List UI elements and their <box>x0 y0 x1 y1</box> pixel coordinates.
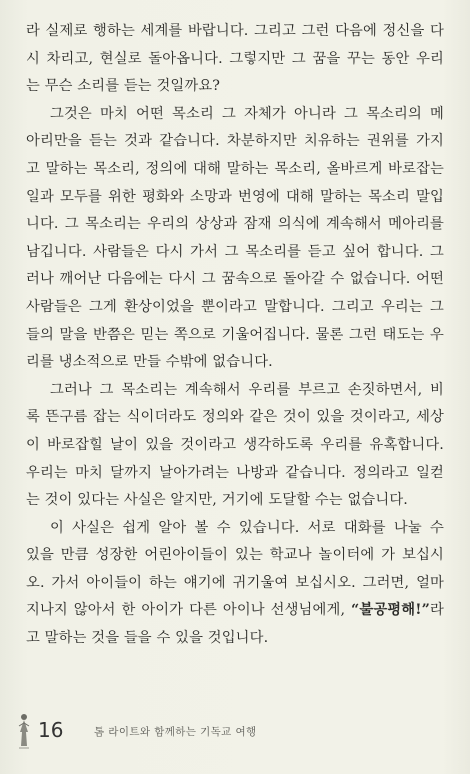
text-line: 시 차리고, 현실로 돌아옵니다. 그렇지만 그 꿈을 꾸는 동안 우리 <box>26 50 444 67</box>
text-line: 이 사실은 쉽게 알아 볼 수 있습니다. 서로 대화를 나눌 수 <box>50 519 444 536</box>
body-text <box>26 18 444 653</box>
text-line: 있을 만큼 성장한 어린아이들이 있는 학교나 놀이터에 가 보십시 <box>26 547 444 564</box>
text-line: 는 것이 있다는 사실은 알지만, 거기에 도달할 수는 없습니다. <box>26 492 409 509</box>
text-line: 남깁니다. 사람들은 다시 가서 그 목소리를 듣고 싶어 합니다. 그 <box>26 243 444 260</box>
paragraph-1 <box>26 18 444 101</box>
paragraph-4 <box>26 515 444 653</box>
text-line: 우리는 마치 달까지 날아가려는 나방과 같습니다. 정의라고 일컫 <box>26 464 444 481</box>
text-line: 그것은 마치 어떤 목소리 그 자체가 아니라 그 목소리의 메 <box>50 105 444 122</box>
page-footer <box>16 712 436 752</box>
text-line: 아리만을 듣는 것과 같습니다. 차분하지만 치유하는 권위를 가지 <box>26 133 444 150</box>
text-line: 일과 모두를 위한 평화와 소망과 번영에 대해 말하는 목소리 말입 <box>26 188 444 205</box>
text-line-with-quote <box>26 597 444 625</box>
text-line: 고 말하는 것을 들을 수 있을 것입니다. <box>26 630 269 647</box>
paragraph-2 <box>26 101 444 377</box>
text-line: 들의 말을 반쯤은 믿는 쪽으로 기울어집니다. 물론 그런 태도는 우 <box>26 326 444 343</box>
text-line: 는 무슨 소리를 듣는 것일까요? <box>26 78 221 95</box>
text-line: 고 말하는 목소리, 정의에 대해 말하는 목소리, 올바르게 바로잡는 <box>26 160 444 177</box>
text-line: 그러나 그 목소리는 계속해서 우리를 부르고 손짓하면서, 비 <box>50 381 444 398</box>
text-line: 러나 깨어난 다음에는 다시 그 꿈속으로 돌아갈 수 없습니다. 어떤 <box>26 271 444 288</box>
page-number: 16 <box>38 718 64 742</box>
text-line: 이 바로잡힐 날이 있을 것이라고 생각하도록 우리를 유혹합니다. <box>26 436 444 453</box>
text-line: 록 뜬구름 잡는 식이더라도 정의와 같은 것이 있을 것이라고, 세상 <box>26 409 444 426</box>
text-line: 리를 냉소적으로 만들 수밖에 없습니다. <box>26 354 273 371</box>
running-title: 톰 라이트와 함께하는 기독교 여행 <box>94 726 257 738</box>
text-segment: 지나지 않아서 한 아이가 다른 아이나 선생님에게, <box>26 602 352 619</box>
text-line: 니다. 그 목소리는 우리의 상상과 잠재 의식에 계속해서 메아리를 <box>26 216 444 233</box>
paragraph-3 <box>26 377 444 515</box>
text-line: 오. 가서 아이들이 하는 얘기에 귀기울여 보십시오. 그러면, 얼마 <box>26 574 444 591</box>
text-line: 라 실제로 행하는 세계를 바랍니다. 그리고 그런 다음에 정신을 다 <box>26 23 444 39</box>
quoted-exclamation: “불공평해!” <box>351 602 431 619</box>
text-line: 사람들은 그게 환상이었을 뿐이라고 말합니다. 그리고 우리는 그 <box>26 298 444 315</box>
figure-ornament-icon <box>16 712 32 750</box>
text-segment: 라 <box>430 602 444 619</box>
